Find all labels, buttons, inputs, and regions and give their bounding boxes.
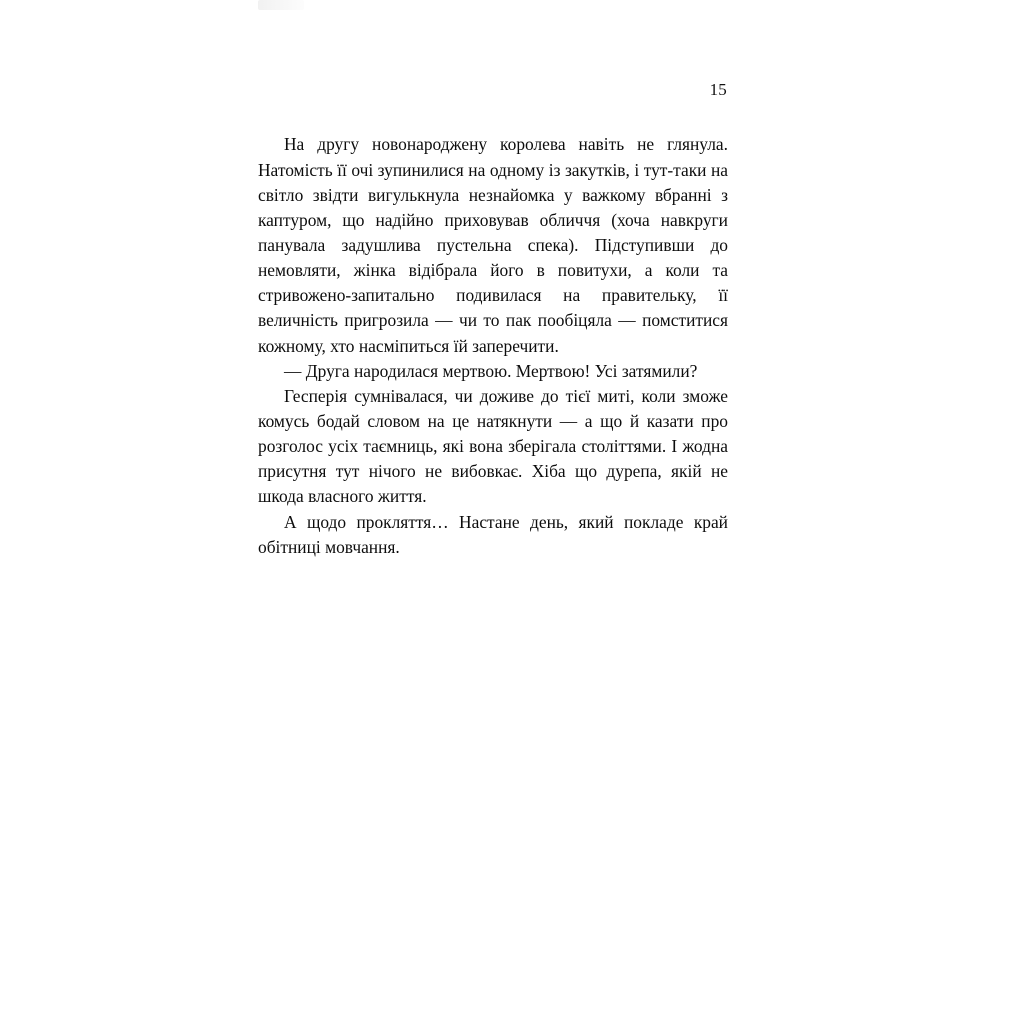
paragraph: А щодо прокляття… Настане день, який покладе край обітниці мовчання. <box>258 511 728 557</box>
paragraph: Гесперія сумнівалася, чи доживе до тієї миті, коли зможе комусь бодай словом на це натякнути — а що й казати про розголос усіх таємниць, які вона зберігала століттями. І жодна присутня тут нічого не вибовкає. Хіба що дурепа, якій не шкода власного життя. <box>258 385 728 507</box>
text-block <box>258 80 728 560</box>
paragraph: На другу новонароджену королева навіть не глянула. Натомість її очі зупинилися на одному із закутків, і тут-таки на світло звідти вигулькнула незнайомка у важкому вбранні з каптуром, що надійно приховував обличчя (хоча навкруги панувала задушлива пустельна спека). Підступивши до немовляти, жінка відібрала його в повитухи, а коли та стривожено-запитально подивилася на правительку, її величність пригрозила — чи то пак пообіцяла — помститися кожному, хто насміпиться їй заперечити. <box>258 134 728 356</box>
scan-artifact <box>258 0 304 10</box>
paragraph: — Друга народилася мертвою. Мертвою! Усі затямили? <box>284 360 698 381</box>
body-text <box>258 132 728 559</box>
page-number: 15 <box>709 80 727 99</box>
